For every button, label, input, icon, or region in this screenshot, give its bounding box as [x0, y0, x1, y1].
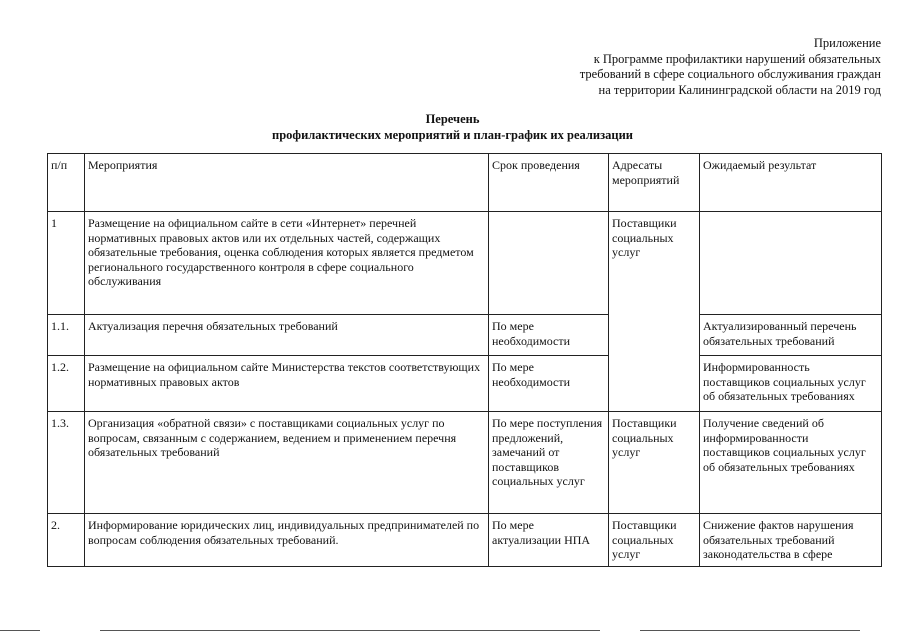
row-num: 1: [48, 212, 85, 315]
row-activity: Организация «обратной связи» с поставщиками социальных услуг по вопросам, связанным с содержанием, ведением и применением перечня обязательных требований: [85, 412, 489, 514]
row-term: По мере поступления предложений, замечаний от поставщиков социальных услуг: [489, 412, 609, 514]
appendix-header: [580, 36, 881, 98]
header-num: п/п: [48, 154, 85, 212]
row-result: [700, 212, 882, 315]
row-activity: Размещение на официальном сайте в сети «Интернет» перечней нормативных правовых актов или их отдельных частей, содержащих обязательные требования, оценка соблюдения которых является предметом регионального государственного контроля в сфере социального обслуживания: [85, 212, 489, 315]
appendix-line: на территории Калининградской области на 2019 год: [598, 82, 881, 97]
page-edge-line: [640, 630, 860, 631]
title-line-2: профилактических мероприятий и план-график их реализации: [272, 127, 633, 142]
row-term: По мере актуализации НПА: [489, 514, 609, 567]
appendix-line: Приложение: [813, 36, 881, 50]
table-row: [48, 212, 882, 315]
header-addressees: Адресаты мероприятий: [609, 154, 700, 212]
row-result: Информированность поставщиков социальных услуг об обязательных требованиях: [700, 356, 882, 412]
table-header-row: [48, 154, 882, 212]
page-edge-line: [100, 630, 600, 631]
table-row: [48, 315, 882, 356]
appendix-line: требований в сфере социального обслуживания граждан: [579, 67, 881, 81]
row-num: 1.3.: [48, 412, 85, 514]
row-addressees: Поставщики социальных услуг: [609, 412, 700, 514]
row-activity: Актуализация перечня обязательных требований: [85, 315, 489, 356]
row-num: 2.: [48, 514, 85, 567]
row-addressees: [609, 356, 700, 412]
row-term: По мере необходимости: [489, 315, 609, 356]
title-line-1: Перечень: [425, 112, 480, 126]
row-addressees: [609, 315, 700, 356]
table-row: [48, 412, 882, 514]
row-addressees: Поставщики социальных услуг: [609, 212, 700, 315]
page-edge-line: [0, 630, 40, 631]
appendix-line: к Программе профилактики нарушений обязательных: [593, 51, 881, 66]
row-term: По мере необходимости: [489, 356, 609, 412]
row-addressees: Поставщики социальных услуг: [609, 514, 700, 567]
table-row: [48, 356, 882, 412]
header-activity: Мероприятия: [85, 154, 489, 212]
row-result: Снижение фактов нарушения обязательных требований законодательства в сфере: [700, 514, 882, 567]
row-result: Получение сведений об информированности поставщиков социальных услуг об обязательных требованиях: [700, 412, 882, 514]
document-title: [0, 112, 905, 143]
row-activity: Информирование юридических лиц, индивидуальных предпринимателей по вопросам соблюдения обязательных требований.: [85, 514, 489, 567]
header-term: Срок проведения: [489, 154, 609, 212]
row-num: 1.2.: [48, 356, 85, 412]
row-activity: Размещение на официальном сайте Министерства текстов соответствующих нормативных правовых актов: [85, 356, 489, 412]
row-num: 1.1.: [48, 315, 85, 356]
row-term: [489, 212, 609, 315]
row-result: Актуализированный перечень обязательных требований: [700, 315, 882, 356]
header-result: Ожидаемый результат: [700, 154, 882, 212]
activities-table: [47, 153, 882, 567]
table-row: [48, 514, 882, 567]
